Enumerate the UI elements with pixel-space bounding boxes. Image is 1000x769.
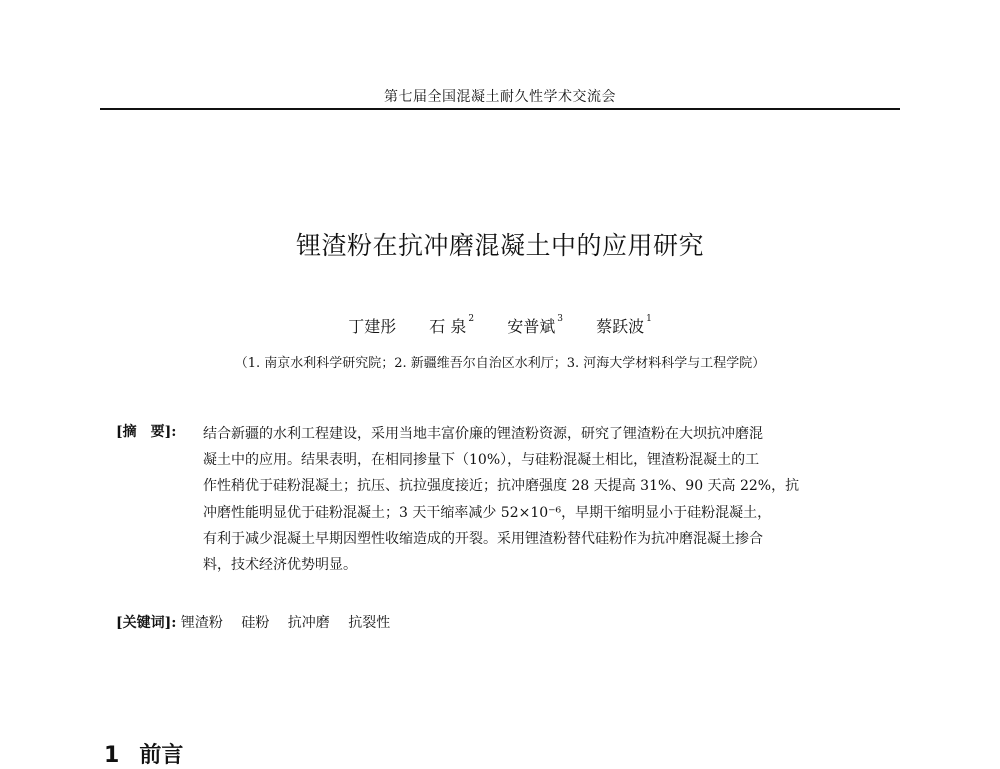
author-list bbox=[0, 314, 1000, 337]
abstract-line: 有利于减少混凝土早期因塑性收缩造成的开裂。采用锂渣粉替代硅粉作为抗冲磨混凝土掺合 bbox=[203, 530, 763, 547]
section-title: 前言 bbox=[139, 743, 184, 768]
author bbox=[348, 314, 396, 337]
keyword: 锂渣粉 bbox=[180, 615, 223, 631]
author bbox=[429, 314, 474, 337]
abstract-line: 凝土中的应用。结果表明，在相同掺量下（10%），与硅粉混凝土相比，锂渣粉混凝土的工 bbox=[203, 452, 760, 469]
author-name: 丁建彤 bbox=[348, 317, 397, 336]
section-heading bbox=[104, 738, 183, 769]
abstract-line: 料，技术经济优势明显。 bbox=[203, 556, 357, 573]
keywords-label: [关键词]: bbox=[116, 615, 177, 631]
author-affiliation-mark: 1 bbox=[646, 314, 652, 324]
author-name: 石 泉 bbox=[429, 317, 467, 336]
abstract-line: 作性稍优于硅粉混凝土；抗压、抗拉强度接近；抗冲磨强度 28 天提高 31%、90 天高 22%，抗 bbox=[203, 478, 800, 495]
abstract-line: 冲磨性能明显优于硅粉混凝土；3 天干缩率减少 52×10⁻⁶，早期干缩明显小于硅粉混凝土， bbox=[203, 504, 772, 521]
keyword: 硅粉 bbox=[241, 615, 270, 631]
keywords bbox=[116, 612, 404, 632]
author bbox=[596, 314, 652, 337]
running-header: 第七届全国混凝土耐久性学术交流会 bbox=[384, 89, 616, 105]
author-affiliation-mark: 3 bbox=[557, 314, 563, 324]
keyword: 抗裂性 bbox=[348, 615, 391, 631]
author-name: 蔡跃波 bbox=[596, 317, 645, 336]
abstract-body bbox=[203, 421, 903, 578]
section-number: 1 bbox=[104, 743, 120, 768]
author-affiliation-mark: 2 bbox=[468, 314, 475, 324]
paper-title: 锂渣粉在抗冲磨混凝土中的应用研究 bbox=[295, 231, 704, 260]
abstract-label: [摘 要]: bbox=[116, 424, 177, 440]
keyword: 抗冲磨 bbox=[287, 615, 330, 631]
header-rule bbox=[100, 108, 900, 110]
author-name: 安普斌 bbox=[507, 317, 556, 336]
author bbox=[507, 314, 563, 337]
affiliations: （1. 南京水利科学研究院；2. 新疆维吾尔自治区水利厅；3. 河海大学材料科学与工程学院） bbox=[234, 356, 766, 371]
abstract-line: 结合新疆的水利工程建设，采用当地丰富价廉的锂渣粉资源，研究了锂渣粉在大坝抗冲磨混 bbox=[203, 426, 763, 442]
